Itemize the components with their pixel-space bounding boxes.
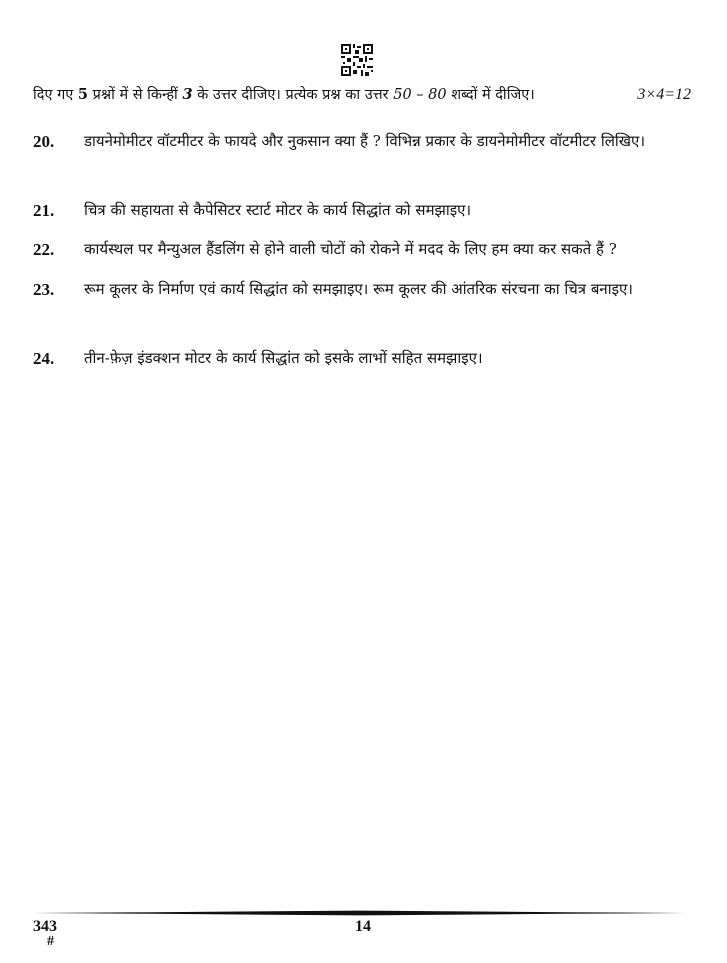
question-number: 20. bbox=[33, 132, 55, 151]
instruction-text bbox=[33, 84, 535, 106]
paper-code: 343 bbox=[33, 918, 57, 935]
footer-divider bbox=[33, 910, 685, 916]
question-item bbox=[33, 236, 658, 263]
instruction-part3: के उत्तर दीजिए। प्रत्येक प्रश्न का उत्तर bbox=[192, 87, 394, 103]
question-text: चित्र की सहायता से कैपेसिटर स्टार्ट मोटर के कार्य सिद्धांत को समझाइए। bbox=[84, 201, 472, 219]
question-item bbox=[33, 197, 658, 224]
footer-hash-mark: # bbox=[47, 934, 54, 949]
question-item bbox=[33, 128, 658, 155]
instruction-part4: शब्दों में दीजिए। bbox=[446, 87, 535, 103]
instruction-total-count: 5 bbox=[77, 86, 88, 103]
question-number: 22. bbox=[33, 240, 55, 259]
marks-allocation: 3×4=12 bbox=[637, 86, 691, 103]
qr-code-icon bbox=[341, 44, 373, 76]
instruction-part1: दिए गए bbox=[33, 87, 78, 103]
question-text: तीन-फ़ेज़ इंडक्शन मोटर के कार्य सिद्धांत को इसके लाभों सहित समझाइए। bbox=[84, 349, 483, 367]
instruction-word-range: 50 – 80 bbox=[393, 87, 447, 103]
question-item bbox=[33, 345, 658, 372]
question-number: 21. bbox=[33, 201, 55, 220]
question-item bbox=[33, 276, 658, 303]
question-text: रूम कूलर के निर्माण एवं कार्य सिद्धांत को समझाइए। रूम कूलर की आंतरिक संरचना का चित्र बनाइए। bbox=[84, 280, 633, 298]
instruction-answer-count: 3 bbox=[182, 86, 193, 103]
question-number: 24. bbox=[33, 349, 55, 368]
question-number: 23. bbox=[33, 280, 55, 299]
section-instructions bbox=[33, 84, 693, 106]
instruction-part2: प्रश्नों में से किन्हीं bbox=[87, 87, 183, 103]
question-text: डायनेमोमीटर वॉटमीटर के फायदे और नुकसान क्या हैं ? विभिन्न प्रकार के डायनेमोमीटर वॉटमीटर लिखिए। bbox=[84, 132, 646, 150]
page-number: 14 bbox=[355, 918, 371, 935]
question-text: कार्यस्थल पर मैन्युअल हैंडलिंग से होने वाली चोटों को रोकने में मदद के लिए हम क्या कर सकते हैं ? bbox=[84, 240, 617, 258]
